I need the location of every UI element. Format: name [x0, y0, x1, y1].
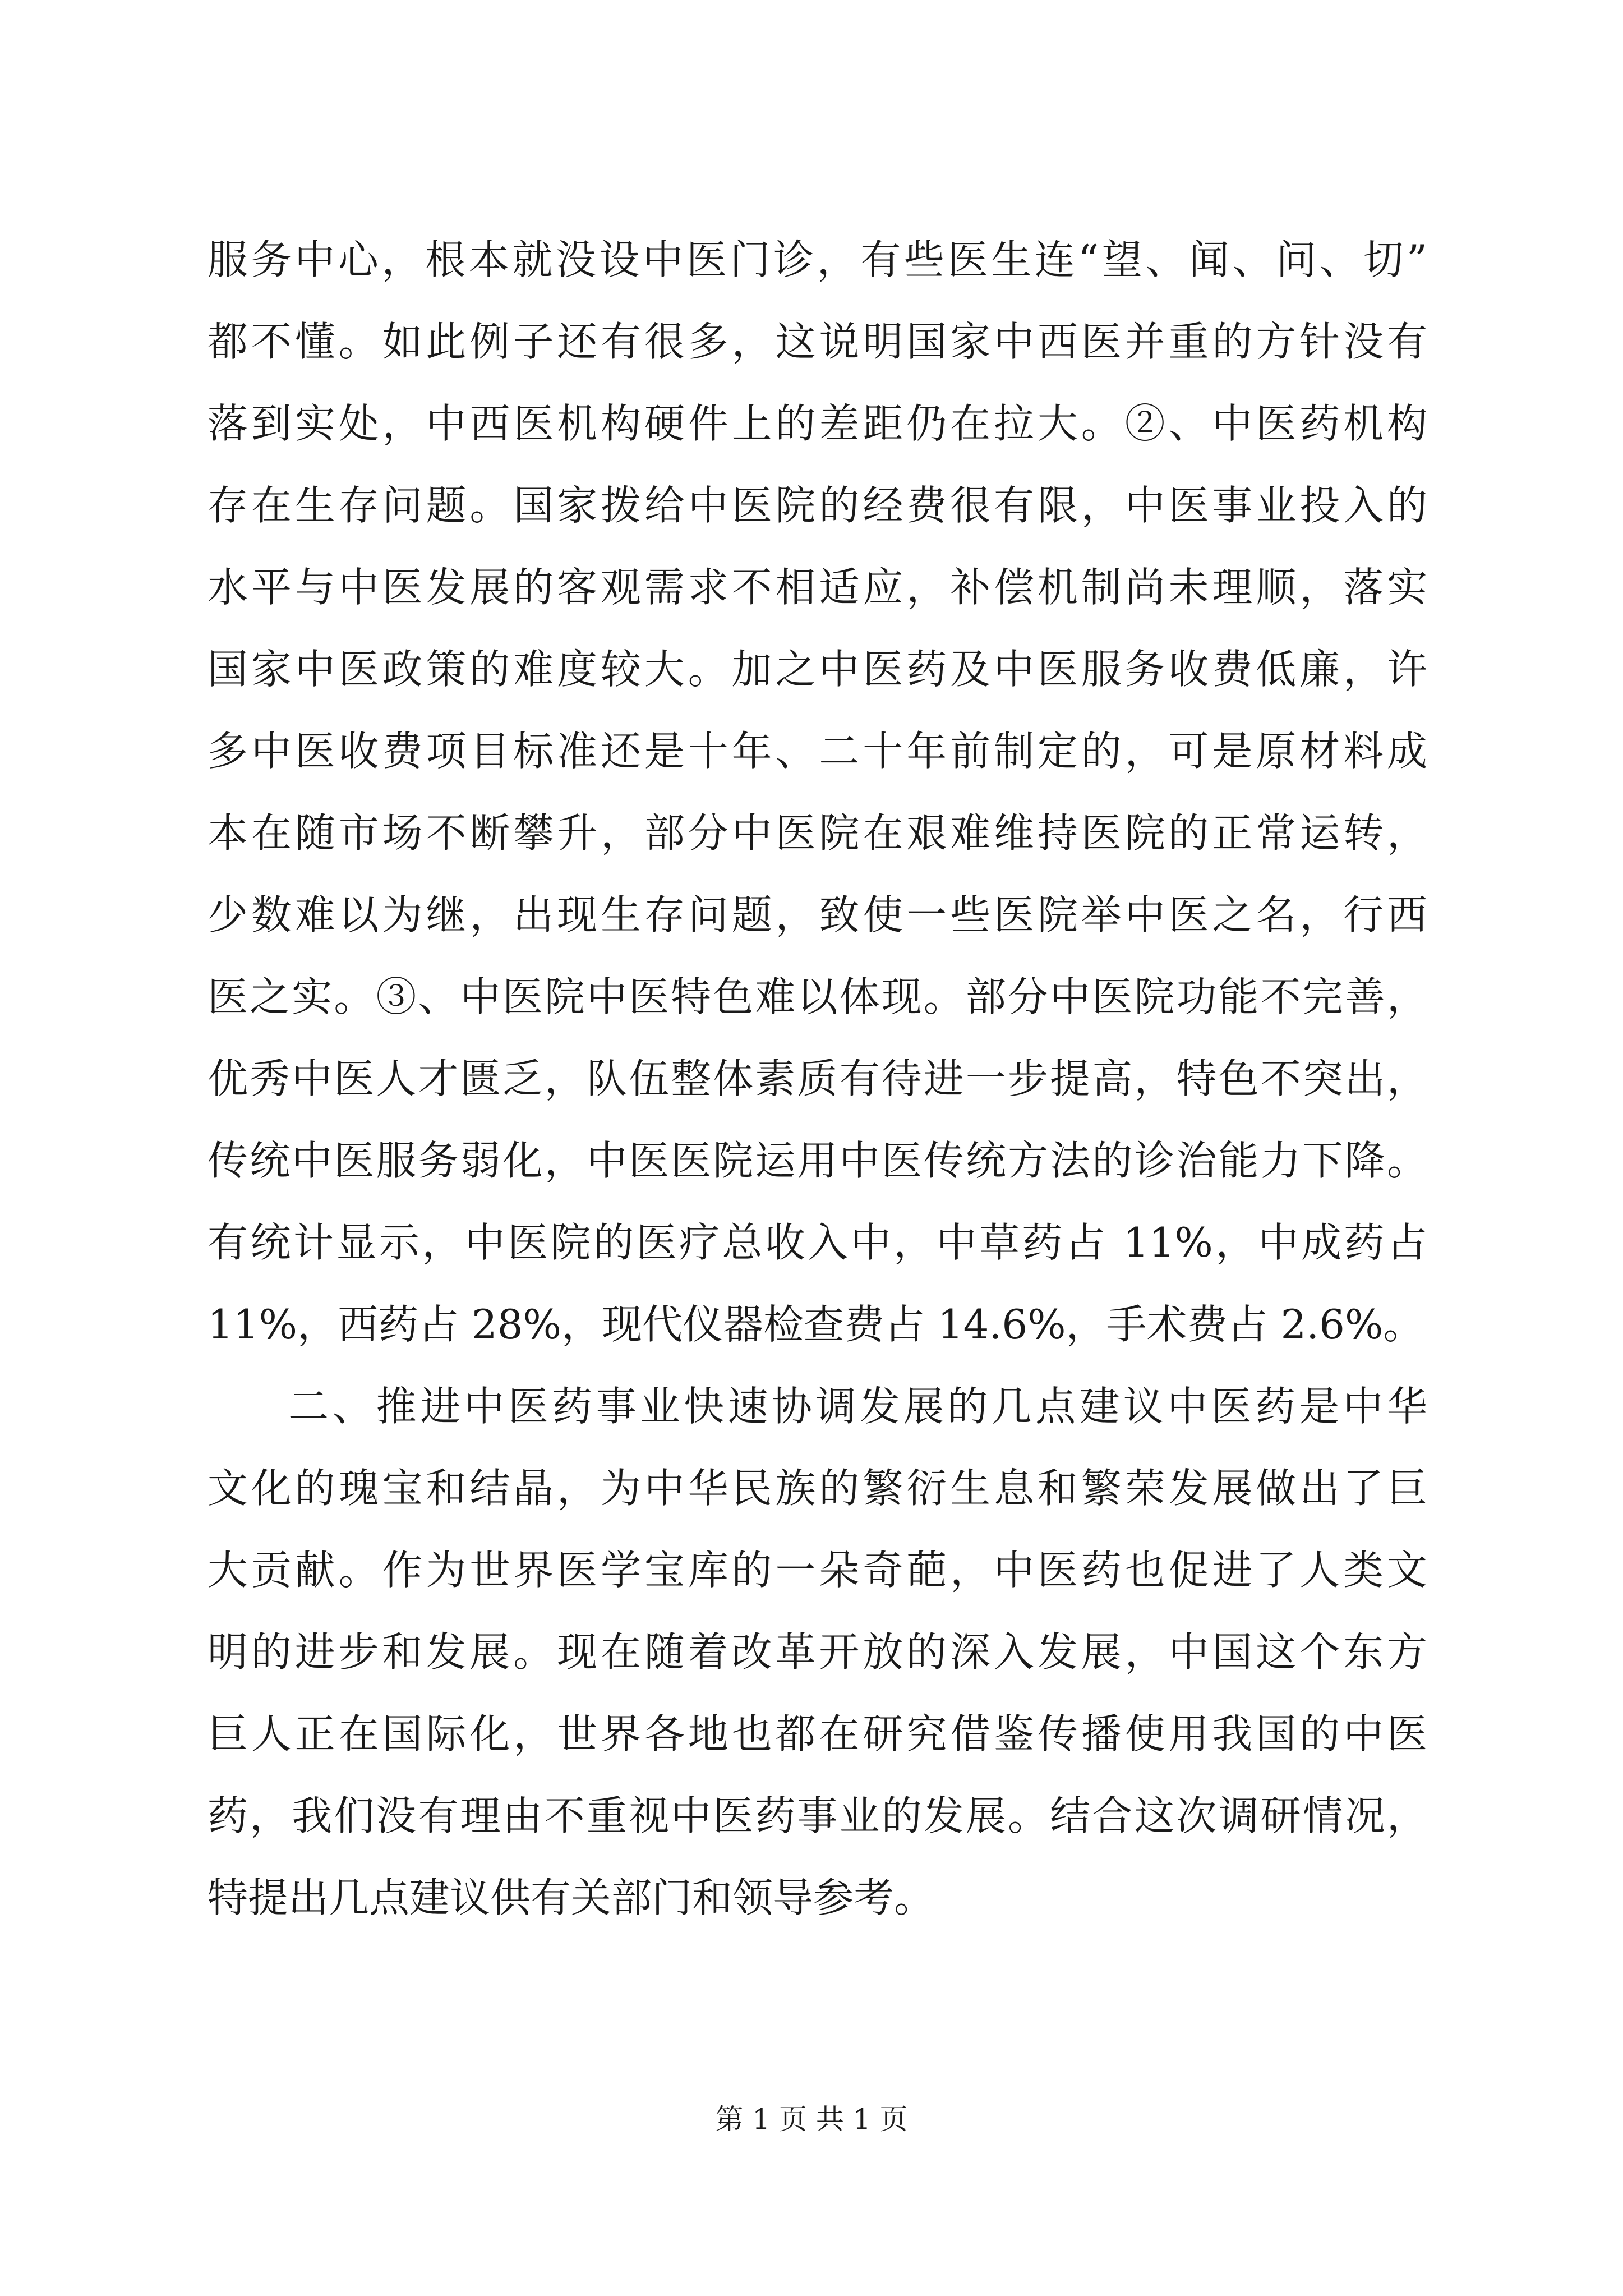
text-line: 11%，西药占 28%，现代仪器检查费占 14.6%，手术费占 2.6%。 — [208, 1301, 1424, 1348]
text-line: 文化的瑰宝和结晶，为中华民族的繁衍生息和繁荣发展做出了巨 — [208, 1465, 1427, 1512]
text-line: 传统中医服务弱化，中医医院运用中医传统方法的诊治能力下降。 — [208, 1137, 1427, 1184]
text-line: 医之实。③、中医院中医特色难以体现。部分中医院功能不完善， — [208, 973, 1427, 1020]
text-line: 存在生存问题。国家拨给中医院的经费很有限，中医事业投入的 — [208, 482, 1427, 529]
text-line: 有统计显示，中医院的医疗总收入中，中草药占 11%，中成药占 — [208, 1219, 1427, 1266]
text-line: 药，我们没有理由不重视中医药事业的发展。结合这次调研情况， — [208, 1792, 1427, 1839]
text-line: 服务中心，根本就没设中医门诊，有些医生连“望、闻、问、切” — [208, 236, 1427, 283]
text-line: 优秀中医人才匮乏，队伍整体素质有待进一步提高，特色不突出， — [208, 1055, 1427, 1102]
text-line: 多中医收费项目标准还是十年、二十年前制定的，可是原材料成 — [208, 728, 1427, 775]
text-line: 国家中医政策的难度较大。加之中医药及中医服务收费低廉，许 — [208, 646, 1427, 693]
text-line: 特提出几点建议供有关部门和领导参考。 — [208, 1874, 935, 1921]
page-number-label: 第 1 页 共 1 页 — [715, 2103, 908, 2136]
text-line: 明的进步和发展。现在随着改革开放的深入发展，中国这个东方 — [208, 1628, 1427, 1676]
text-line: 巨人正在国际化，世界各地也都在研究借鉴传播使用我国的中医 — [208, 1710, 1427, 1757]
text-line: 都不懂。如此例子还有很多，这说明国家中西医并重的方针没有 — [208, 318, 1427, 365]
text-line: 水平与中医发展的客观需求不相适应，补偿机制尚未理顺，落实 — [208, 564, 1427, 611]
text-line: 本在随市场不断攀升，部分中医院在艰难维持医院的正常运转， — [208, 809, 1427, 857]
text-line: 少数难以为继，出现生存问题，致使一些医院举中医之名，行西 — [208, 891, 1427, 938]
text-line: 大贡献。作为世界医学宝库的一朵奇葩，中医药也促进了人类文 — [208, 1547, 1427, 1594]
section-heading-line: 二、推进中医药事业快速协调发展的几点建议中医药是中华 — [288, 1383, 1427, 1430]
text-line: 落到实处，中西医机构硬件上的差距仍在拉大。②、中医药机构 — [208, 400, 1427, 447]
page-footer — [0, 2097, 1623, 2137]
document-body — [208, 219, 1427, 1939]
